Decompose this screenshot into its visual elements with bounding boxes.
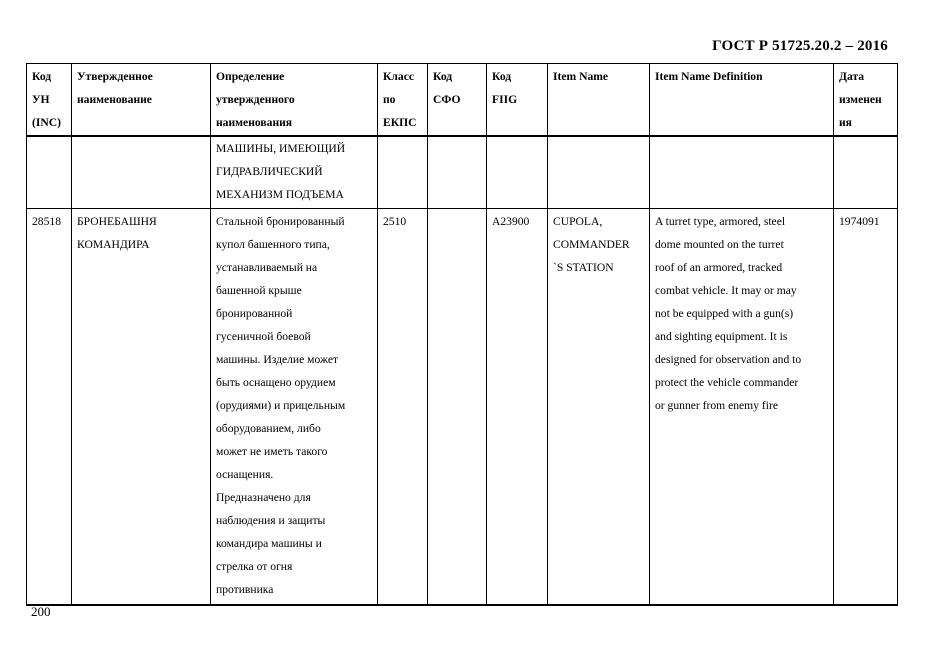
cell-fiig: [487, 136, 548, 209]
cell-text-line: COMMANDER: [553, 238, 630, 251]
cell-sfo: [428, 209, 487, 606]
column-header-line: Код: [492, 70, 512, 83]
cell-fiig: [487, 209, 548, 606]
column-header-line: Item Name: [553, 70, 609, 83]
column-header-line: Дата: [839, 70, 865, 83]
column-header-line: по: [383, 93, 396, 106]
cell-text-line: командира машины и: [216, 537, 322, 550]
cell-text-line: roof of an armored, tracked: [655, 261, 783, 274]
cell-text-line: 1974091: [839, 215, 880, 228]
cell-definition-ru: [211, 209, 378, 606]
cell-approved-name: [72, 136, 211, 209]
column-header-line: Item Name Definition: [655, 70, 763, 83]
cell-text-line: Предназначено для: [216, 491, 311, 504]
cell-text-line: dome mounted on the turret: [655, 238, 784, 251]
cell-text-line: машины. Изделие может: [216, 353, 339, 366]
cell-text-line: A23900: [492, 215, 530, 228]
table-row: [27, 136, 898, 209]
cell-text-line: A turret type, armored, steel: [655, 215, 786, 228]
cell-text-line: МАШИНЫ, ИМЕЮЩИЙ: [216, 142, 346, 155]
cell-definition-ru: [211, 136, 378, 209]
cell-text-line: оснащения.: [216, 468, 274, 481]
column-header-line: Определение: [216, 70, 285, 83]
cell-text-line: гусеничной боевой: [216, 330, 311, 343]
cell-item-name-def: [650, 136, 834, 209]
cell-text-line: быть оснащено орудием: [216, 376, 336, 389]
cell-ekps-class: [378, 209, 428, 606]
column-header-line: утвержденного: [216, 93, 295, 106]
column-header-line: Утвержденное: [77, 70, 153, 83]
cell-text-line: КОМАНДИРА: [77, 238, 150, 251]
column-header-line: наименование: [77, 93, 152, 106]
cell-text-line: designed for observation and to: [655, 353, 802, 366]
column-header-sfo: [428, 64, 487, 137]
cell-text-line: наблюдения и защиты: [216, 514, 326, 527]
column-header-line: ия: [839, 116, 852, 129]
column-header-fiig: [487, 64, 548, 137]
cell-text-line: (орудиями) и прицельным: [216, 399, 346, 412]
cell-ekps-class: [378, 136, 428, 209]
cell-text-line: БРОНЕБАШНЯ: [77, 215, 157, 228]
cell-text-line: может не иметь такого: [216, 445, 328, 458]
table-body: [27, 136, 898, 605]
column-header-line: FIIG: [492, 93, 518, 106]
cell-text-line: купол башенного типа,: [216, 238, 330, 251]
cell-inc: [27, 209, 72, 606]
table-header: [27, 64, 898, 137]
cell-text-line: `S STATION: [553, 261, 614, 274]
column-header-line: изменен: [839, 93, 882, 106]
page-number: 200: [31, 604, 51, 619]
cell-text-line: стрелка от огня: [216, 560, 293, 573]
cell-text-line: or gunner from enemy fire: [655, 399, 778, 412]
cell-approved-name: [72, 209, 211, 606]
cell-text-line: башенной крыше: [216, 284, 302, 297]
column-header-line: (INC): [32, 116, 61, 129]
cell-text-line: combat vehicle. It may or may: [655, 284, 797, 297]
column-header-inc: [27, 64, 72, 137]
cell-sfo: [428, 136, 487, 209]
cell-text-line: 28518: [32, 215, 61, 228]
cell-item-name: [548, 209, 650, 606]
column-header-line: УН: [32, 93, 50, 106]
column-header-item-name-def: [650, 64, 834, 137]
document-header: ГОСТ Р 51725.20.2 – 2016: [712, 38, 888, 54]
cell-item-name: [548, 136, 650, 209]
cell-text-line: CUPOLA,: [553, 215, 603, 228]
column-header-change-date: [834, 64, 898, 137]
column-header-line: СФО: [433, 93, 461, 106]
cell-text-line: ГИДРАВЛИЧЕСКИЙ: [216, 165, 323, 178]
column-header-ekps-class: [378, 64, 428, 137]
column-header-line: ЕКПС: [383, 116, 417, 129]
cell-text-line: and sighting equipment. It is: [655, 330, 788, 343]
cell-text-line: противника: [216, 583, 274, 596]
cell-inc: [27, 136, 72, 209]
table-row: [27, 209, 898, 606]
column-header-definition-ru: [211, 64, 378, 137]
cell-text-line: protect the vehicle commander: [655, 376, 799, 389]
cell-text-line: Стальной бронированный: [216, 215, 345, 228]
column-header-item-name: [548, 64, 650, 137]
cell-text-line: оборудованием, либо: [216, 422, 321, 435]
cell-item-name-def: [650, 209, 834, 606]
cell-text-line: 2510: [383, 215, 407, 228]
cell-text-line: бронированной: [216, 307, 293, 320]
column-header-line: Код: [32, 70, 52, 83]
header-row: [27, 64, 898, 137]
cell-text-line: МЕХАНИЗМ ПОДЪЕМА: [216, 188, 344, 201]
column-header-line: Код: [433, 70, 453, 83]
cell-text-line: устанавливаемый на: [216, 261, 318, 274]
column-header-line: Класс: [383, 70, 414, 83]
cell-change-date: [834, 136, 898, 209]
classification-table: [26, 63, 898, 606]
column-header-approved-name: [72, 64, 211, 137]
cell-change-date: [834, 209, 898, 606]
column-header-line: наименования: [216, 116, 293, 129]
cell-text-line: not be equipped with a gun(s): [655, 307, 794, 320]
